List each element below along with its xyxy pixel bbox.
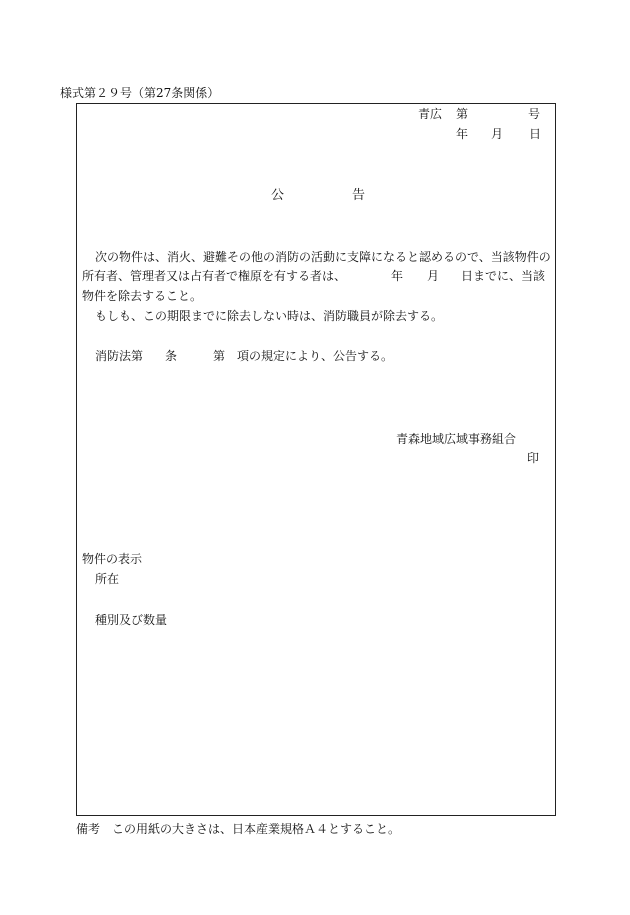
date-day: 日 bbox=[529, 127, 542, 141]
title-part-1: 公 bbox=[271, 188, 285, 203]
law-reference-clause: 条 bbox=[165, 349, 178, 363]
property-location-label: 所在 bbox=[95, 572, 120, 586]
body-line-4: もしも、この期限までに除去しない時は、消防職員が除去する。 bbox=[95, 309, 444, 323]
notice-frame bbox=[76, 103, 556, 816]
property-heading: 物件の表示 bbox=[82, 552, 143, 566]
number-prefix: 第 bbox=[456, 107, 469, 121]
law-reference-paragraph: 第 項の規定により、公告する。 bbox=[213, 349, 394, 363]
seal-mark: 印 bbox=[527, 451, 540, 465]
form-number: 様式第２９号（第27条関係） bbox=[60, 86, 220, 100]
body-line-1: 次の物件は、消火、避難その他の消防の活動に支障になると認めるので、当該物件の bbox=[95, 250, 551, 264]
deadline-month: 月 bbox=[427, 269, 440, 283]
title-part-2: 告 bbox=[352, 188, 366, 203]
property-kind-label: 種別及び数量 bbox=[95, 613, 168, 627]
issuer-code: 青広 bbox=[418, 107, 443, 121]
body-line-2: 所有者、管理者又は占有者で権原を有する者は、 bbox=[82, 269, 347, 283]
deadline-year: 年 bbox=[391, 269, 404, 283]
deadline-day-tail: 日までに、当該 bbox=[461, 269, 546, 283]
organization-name: 青森地域広域事務組合 bbox=[396, 432, 517, 446]
law-reference-article: 消防法第 bbox=[95, 349, 144, 363]
footnote: 備考 この用紙の大きさは、日本産業規格Ａ４とすること。 bbox=[76, 822, 401, 836]
date-month: 月 bbox=[491, 127, 504, 141]
body-line-3: 物件を除去すること。 bbox=[82, 289, 203, 303]
number-suffix: 号 bbox=[528, 107, 541, 121]
date-year: 年 bbox=[456, 127, 469, 141]
